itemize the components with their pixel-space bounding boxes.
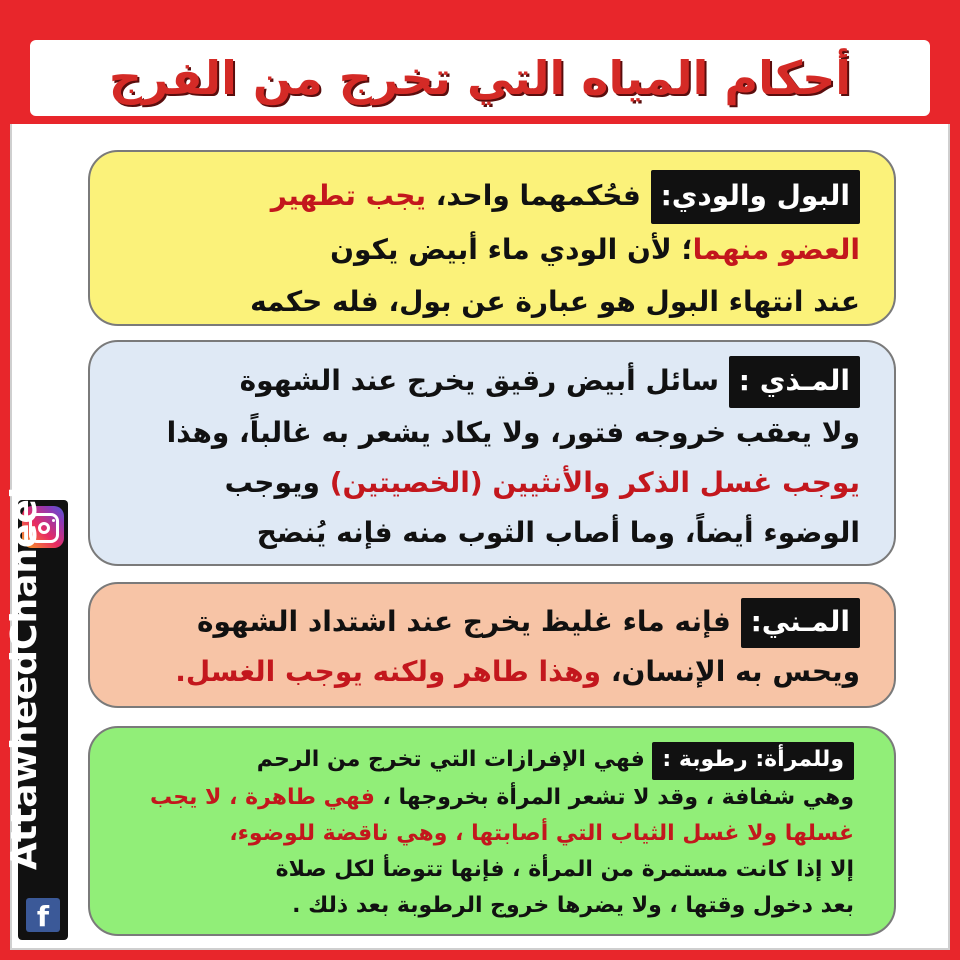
text-segment: بعد دخول وقتها ، ولا يضرها خروج الرطوبة بعد ذلك . <box>292 893 854 918</box>
text-segment: ولا يعقب خروجه فتور، ولا يكاد يشعر به غالباً، وهذا <box>166 416 860 449</box>
woman-moisture-box <box>88 726 896 936</box>
title-panel <box>30 40 930 116</box>
text-line <box>120 170 860 224</box>
text-segment: إلا إذا كانت مستمرة من المرأة ، فإنها تتوضأ لكل صلاة <box>275 857 854 882</box>
text-line <box>120 508 860 558</box>
maniy-box <box>88 582 896 708</box>
text-segment: عند انتهاء البول هو عبارة عن بول، فله حكمه <box>250 285 860 318</box>
text-line <box>120 648 860 696</box>
urine-wadi-box <box>88 150 896 326</box>
instagram-dot <box>52 519 55 522</box>
text-segment: ويحس به الإنسان، <box>601 655 860 688</box>
facebook-icon[interactable]: f <box>26 898 60 932</box>
text-segment: ويوجب <box>224 466 330 499</box>
text-segment: سائل أبيض رقيق يخرج عند الشهوة <box>239 364 720 397</box>
text-segment: فحُكمهما واحد، <box>425 179 641 212</box>
text-segment: الوضوء أيضاً، وما أصاب الثوب منه فإنه يُنضح <box>256 516 860 549</box>
text-line <box>120 458 860 508</box>
section-label: وللمرأة: رطوبة : <box>652 742 854 780</box>
text-segment: فهي الإفرازات التي تخرج من الرحم <box>256 747 645 772</box>
highlight-text: العضو منهما <box>692 233 860 266</box>
text-line <box>120 852 854 888</box>
text-segment: وهي شفافة ، وقد لا تشعر المرأة بخروجها ، <box>374 785 854 810</box>
text-line <box>120 888 854 924</box>
text-line <box>120 780 854 816</box>
text-line <box>120 816 854 852</box>
section-label: المـني: <box>741 598 860 648</box>
text-segment: ؛ لأن الودي ماء أبيض يكون <box>330 233 693 266</box>
highlight-text: فهي طاهرة ، لا يجب <box>149 785 375 810</box>
text-line <box>120 224 860 276</box>
madhy-box <box>88 340 896 566</box>
text-line <box>120 276 860 328</box>
section-label: المـذي : <box>729 356 860 408</box>
title-banner <box>0 0 960 124</box>
social-handle: AttawheedChaneel <box>4 486 45 870</box>
text-segment: فإنه ماء غليظ يخرج عند اشتداد الشهوة <box>196 605 731 638</box>
highlight-text: يوجب غسل الذكر والأنثيين (الخصيتين) <box>329 466 860 499</box>
section-label: البول والودي: <box>651 170 860 224</box>
text-line <box>120 598 860 648</box>
text-line <box>120 408 860 458</box>
highlight-text: وهذا طاهر ولكنه يوجب الغسل. <box>175 655 602 688</box>
page-title: أحكام المياه التي تخرج من الفرج <box>108 51 852 105</box>
highlight-text: غسلها ولا غسل الثياب التي أصابتها ، وهي ناقضة للوضوء، <box>229 821 854 846</box>
text-line <box>120 742 854 780</box>
highlight-text: يجب تطهير <box>270 179 426 212</box>
text-line <box>120 356 860 408</box>
